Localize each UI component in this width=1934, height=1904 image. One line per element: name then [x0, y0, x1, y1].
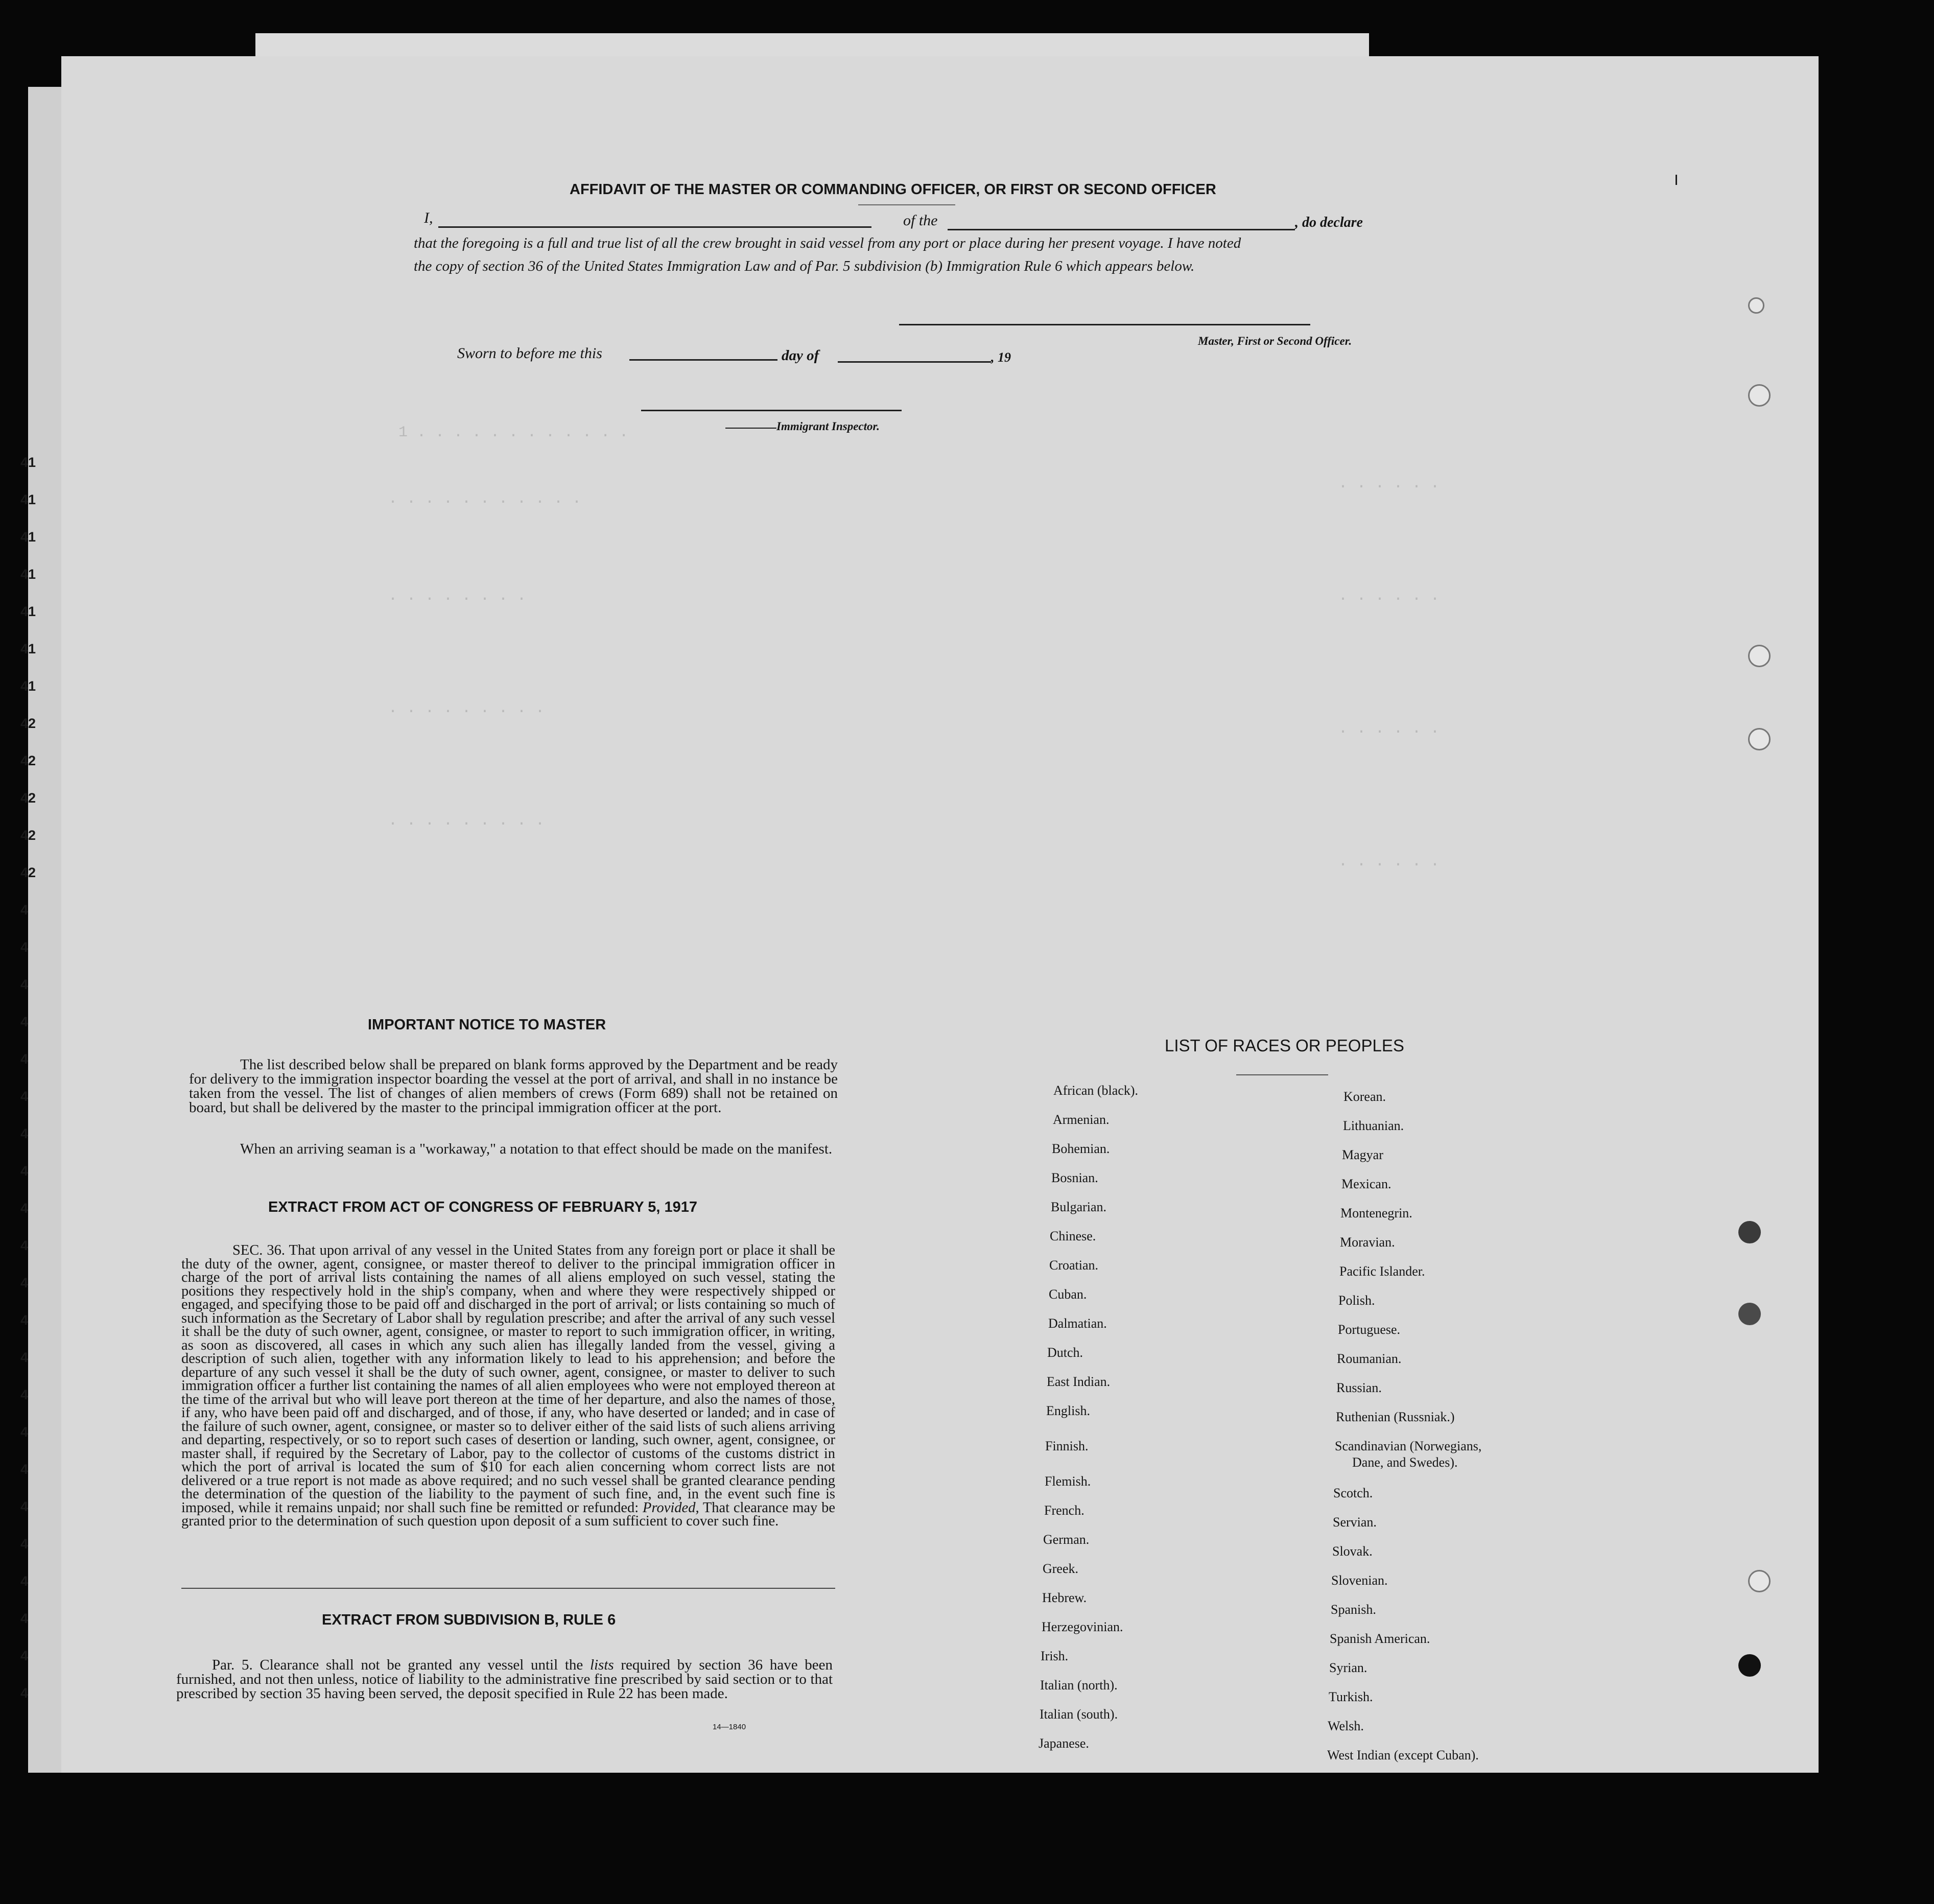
section-label: SEC. 36.	[232, 1242, 285, 1258]
race-item: Dalmatian.	[1048, 1316, 1107, 1331]
margin-number: 4	[20, 1387, 29, 1402]
race-item: Turkish.	[1329, 1689, 1373, 1704]
sworn-text: Sworn to before me this	[457, 345, 602, 362]
race-item: Italian (north).	[1040, 1678, 1118, 1693]
race-item: Slovak.	[1332, 1544, 1373, 1559]
extract-act-title: EXTRACT FROM ACT OF CONGRESS OF FEBRUARY 5, 1917	[268, 1199, 698, 1215]
bleed-through-text: . . . . . . . . . . .	[388, 490, 582, 508]
notice-paragraph-1: The list described below shall be prepared on blank forms approved by the Department and be ready for delivery to the immigration inspector boarding the vessel at the port of arrival, and shall in no instance be taken from the vessel. The list of changes of alien members of crews (Form 689) shall not be retained on board, but shall be delivered by the master to the principal immigration officer at the port.	[189, 1056, 838, 1116]
race-item: Cuban.	[1049, 1287, 1087, 1302]
margin-number: 42	[20, 865, 36, 880]
margin-number: 4	[20, 1350, 29, 1365]
year-text: , 19	[991, 350, 1011, 365]
margin-number: 42	[20, 716, 36, 731]
margin-number: 4	[20, 1201, 29, 1216]
affidavit-title: AFFIDAVIT OF THE MASTER OR COMMANDING OFFICER, OR FIRST OR SECOND OFFICER	[570, 181, 1216, 198]
race-item: Dutch.	[1047, 1345, 1083, 1360]
race-item: Russian.	[1336, 1380, 1382, 1395]
race-item: Scandinavian (Norwegians,	[1335, 1439, 1482, 1453]
race-item: Slovenian.	[1331, 1573, 1388, 1588]
bleed-through-text: 1 . . . . . . . . . . . .	[398, 424, 629, 441]
margin-number: 4	[20, 1462, 29, 1477]
document-page	[61, 56, 1819, 1773]
margin-number: 4	[20, 1312, 29, 1328]
race-item: Bosnian.	[1051, 1170, 1098, 1185]
punch-hole	[1748, 728, 1771, 750]
affidavit-do-declare: , do declare	[1295, 215, 1363, 230]
margin-number: 4	[20, 1089, 29, 1104]
margin-number: 41	[20, 529, 36, 545]
margin-number: 4	[20, 1051, 29, 1067]
race-item: Spanish American.	[1330, 1631, 1430, 1646]
punch-hole	[1738, 1221, 1761, 1243]
bleed-through-text: . . . . . . . . .	[388, 812, 545, 830]
race-item: Bohemian.	[1052, 1141, 1110, 1156]
punch-hole	[1748, 645, 1771, 667]
race-item: Irish.	[1041, 1649, 1069, 1663]
affidavit-line3: the copy of section 36 of the United States Immigration Law and of Par. 5 subdivision (b) Immigration Rule 6 which appears below.	[414, 258, 1195, 274]
inspector-label: Immigrant Inspector.	[776, 420, 880, 433]
race-item: Armenian.	[1053, 1112, 1110, 1127]
margin-number: 4	[20, 1648, 29, 1663]
day-of-text: day of	[782, 347, 819, 364]
race-item: Roumanian.	[1337, 1351, 1402, 1366]
race-item: Japanese.	[1039, 1736, 1089, 1751]
section-36-rule	[181, 1588, 835, 1589]
bleed-through-text: . . . . . . . . .	[388, 700, 545, 717]
race-item: Herzegovinian.	[1042, 1619, 1123, 1634]
race-item: Servian.	[1333, 1515, 1377, 1530]
affidavit-line2: that the foregoing is a full and true list of all the crew brought in said vessel from any port or place during her present voyage. I have noted	[414, 235, 1241, 251]
race-item: Polish.	[1338, 1293, 1375, 1308]
margin-number: 4	[20, 939, 29, 955]
race-item: Spanish.	[1331, 1602, 1376, 1617]
race-item: Moravian.	[1340, 1235, 1395, 1250]
race-item: Magyar	[1342, 1147, 1383, 1162]
margin-number: 41	[20, 604, 36, 619]
race-item: West Indian (except Cuban).	[1327, 1748, 1479, 1762]
margin-number: 41	[20, 678, 36, 694]
margin-number: 4	[20, 1611, 29, 1626]
margin-number: 41	[20, 455, 36, 470]
race-item: Dane, and Swedes).	[1352, 1455, 1458, 1470]
vessel-blank-line	[948, 229, 1295, 230]
margin-number: 4	[20, 1424, 29, 1440]
race-item: Mexican.	[1341, 1177, 1391, 1191]
month-blank-line	[838, 361, 991, 363]
margin-number: 4	[20, 1536, 29, 1552]
name-blank-line	[438, 226, 871, 228]
race-item: French.	[1044, 1503, 1084, 1518]
sworn-day-line	[629, 359, 777, 361]
race-item: English.	[1046, 1403, 1090, 1418]
race-item: Greek.	[1043, 1561, 1079, 1576]
margin-number: 4	[20, 902, 29, 918]
bleed-through-text: . . . . . .	[1338, 587, 1440, 605]
race-item: Pacific Islander.	[1339, 1264, 1425, 1279]
margin-number: 4	[20, 1238, 29, 1253]
margin-number: 4	[20, 1275, 29, 1290]
punch-hole	[1748, 297, 1764, 314]
margin-number: 42	[20, 753, 36, 768]
inspector-short-line	[725, 428, 776, 429]
bleed-through-text: . . . . . .	[1338, 853, 1440, 871]
race-item: Portuguese.	[1338, 1322, 1401, 1337]
race-item: Croatian.	[1049, 1258, 1099, 1273]
races-title: LIST OF RACES OR PEOPLES	[1165, 1036, 1404, 1055]
margin-number: 4	[20, 1163, 29, 1179]
margin-number: 41	[20, 492, 36, 507]
race-item: East Indian.	[1047, 1374, 1111, 1389]
margin-number: 41	[20, 641, 36, 656]
signature-label: Master, First or Second Officer.	[1198, 335, 1352, 347]
margin-number: 4	[20, 1499, 29, 1514]
race-item: Chinese.	[1050, 1229, 1096, 1243]
bleed-through-text: . . . . . . . .	[388, 587, 527, 605]
race-item: Bulgarian.	[1051, 1200, 1107, 1214]
section-36-paragraph: SEC. 36. That upon arrival of any vessel in the United States from any foreign port or place it shall be the duty of the owner, agent, consignee, or master thereof to deliver to the principal immigration officer in charge of the port of arrival lists containing the names of all aliens employed on such vessel, stating the positions they respectively hold in the ship's company, when and where they were respectively shipped or engaged, and specifying those to be paid off and discharged in the port of arrival; or lists containing so much of such information as the Secretary of Labor shall by regulation prescribe; and after the arrival of any such vessel it shall be the duty of such owner, agent, consignee, or master to report to such immigration officer, in writing, as soon as discovered, all cases in which any such alien has illegally landed from the vessel, giving a description of such alien, together with any information likely to lead to his apprehension; and before the departure of any such vessel it shall be the duty of such owner, agent, consignee, or master to deliver to such immigration officer a further list containing the names of all alien employees who were not employed thereon at the time of the arrival but who will leave port thereon at the time of her departure, and also the names of those, if any, who have been paid off and discharged, and of those, if any, who have deserted or landed; and in case of the failure of such owner, agent, consignee, or master so to deliver either of the said lists of such aliens arriving and departing, respectively, or so to report such cases of desertion or landing, such owner, agent, consignee, or master shall, if required by the Secretary of Labor, pay to the collector of customs of the customs district in which the port of arrival is located the sum of $10 for each alien concerning whom correct lists are not delivered or a true report is not made as above required; and no such vessel shall be granted clearance pending the determination of the question of the liability to the payment of such fine, and, in the event such fine is imposed, while it remains unpaid; nor shall such fine be remitted or refunded: Provided, That clearance may be granted prior to the determination of such question upon deposit of a sum sufficient to cover such fine.	[181, 1242, 835, 1529]
margin-number: 4	[20, 1126, 29, 1141]
bleed-through-text: . . . . . .	[1338, 475, 1440, 492]
notice-title: IMPORTANT NOTICE TO MASTER	[368, 1017, 606, 1033]
affidavit-title-rule	[858, 204, 955, 205]
punch-hole	[1738, 1303, 1761, 1325]
race-item: Lithuanian.	[1343, 1118, 1404, 1133]
race-item: Italian (south).	[1040, 1707, 1118, 1722]
race-item: Korean.	[1343, 1089, 1386, 1104]
margin-number: 41	[20, 567, 36, 582]
race-item: Finnish.	[1045, 1439, 1089, 1453]
race-item: African (black).	[1053, 1083, 1139, 1098]
margin-number: 42	[20, 790, 36, 806]
punch-hole	[1738, 1654, 1761, 1677]
race-item: Ruthenian (Russniak.)	[1336, 1409, 1455, 1424]
bleed-through-text: . . . . . .	[1338, 720, 1440, 738]
affidavit-of-the: of the	[903, 212, 938, 229]
inspector-signature-line	[641, 410, 902, 411]
edge-mark	[1676, 175, 1677, 185]
margin-number: 4	[20, 1685, 29, 1701]
form-number: 14—1840	[713, 1723, 746, 1731]
extract-rule-title: EXTRACT FROM SUBDIVISION B, RULE 6	[322, 1612, 616, 1628]
margin-number: 4	[20, 977, 29, 992]
punch-hole	[1748, 1570, 1771, 1592]
underlying-sheet-left-edge	[28, 87, 66, 1773]
race-item: Montenegrin.	[1340, 1206, 1412, 1220]
races-title-rule	[1236, 1074, 1328, 1075]
signature-line	[899, 324, 1310, 325]
margin-number: 4	[20, 1014, 29, 1029]
notice-paragraph-2: When an arriving seaman is a "workaway," a notation to that effect should be made on the manifest.	[240, 1141, 833, 1157]
affidavit-i: I,	[424, 209, 433, 226]
margin-number: 42	[20, 828, 36, 843]
race-item: German.	[1043, 1532, 1090, 1547]
punch-hole	[1748, 384, 1771, 407]
race-item: Flemish.	[1045, 1474, 1091, 1489]
race-item: Syrian.	[1329, 1660, 1367, 1675]
race-item: Scotch.	[1333, 1486, 1373, 1500]
race-item: Welsh.	[1328, 1719, 1364, 1733]
margin-number: 4	[20, 1573, 29, 1589]
rule-6-paragraph: Par. 5. Clearance shall not be granted any vessel until the lists required by section 36 have been furnished, and not then unless, notice of liability to the administrative fine prescribed by said section or to that prescribed by section 35 having been served, the deposit specified in Rule 22 has been made.	[176, 1657, 833, 1702]
race-item: Hebrew.	[1042, 1590, 1087, 1605]
